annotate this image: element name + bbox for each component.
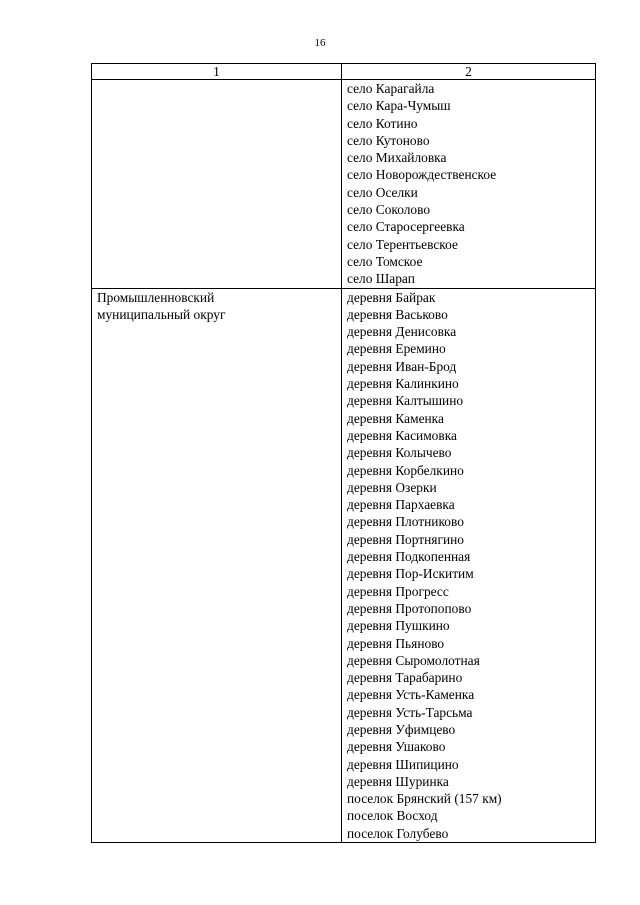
settlement-item: деревня Пьяново xyxy=(347,635,445,651)
settlement-item: деревня Касимовка xyxy=(347,427,457,443)
settlement-item: село Томское xyxy=(347,253,423,269)
column-header-2: 2 xyxy=(342,64,596,80)
settlement-item: село Шарап xyxy=(347,271,415,287)
settlement-item: поселок Брянский (157 км) xyxy=(347,791,502,807)
district-cell xyxy=(92,288,342,843)
settlement-item: село Терентьевское xyxy=(347,236,458,252)
settlement-item: деревня Тарабарино xyxy=(347,670,463,686)
settlement-item: деревня Калинкино xyxy=(347,376,459,392)
settlements-cell xyxy=(342,80,596,289)
table-row xyxy=(92,288,596,843)
table-header xyxy=(92,64,596,80)
settlement-item: деревня Иван-Брод xyxy=(347,358,457,374)
table-body xyxy=(92,80,596,843)
settlement-item: деревня Уфимцево xyxy=(347,721,456,737)
settlement-item: деревня Пор-Искитим xyxy=(347,566,474,582)
settlement-item: деревня Усть-Каменка xyxy=(347,687,475,703)
settlement-item: деревня Байрак xyxy=(347,289,436,305)
district-cell xyxy=(92,80,342,289)
settlement-item: деревня Подкопенная xyxy=(347,549,471,565)
settlement-item: деревня Корбелкино xyxy=(347,462,464,478)
settlement-item: деревня Калтышино xyxy=(347,393,464,409)
settlement-item: деревня Денисовка xyxy=(347,324,457,340)
district-name: Промышленновский муниципальный округ xyxy=(97,289,226,322)
settlement-item: деревня Еремино xyxy=(347,341,446,357)
settlement-item: деревня Пушкино xyxy=(347,618,450,634)
settlement-item: деревня Усть-Тарсьма xyxy=(347,704,473,720)
settlement-item: село Соколово xyxy=(347,202,431,218)
settlement-item: деревня Шипицино xyxy=(347,756,459,772)
settlement-item: поселок Восход xyxy=(347,808,438,824)
settlement-item: село Карагайла xyxy=(347,81,435,96)
column-header-1: 1 xyxy=(92,64,342,80)
settlement-item: село Кара-Чумыш xyxy=(347,98,451,114)
settlement-item: деревня Каменка xyxy=(347,410,444,426)
settlement-item: село Кутоново xyxy=(347,132,430,148)
settlement-item: деревня Ушаково xyxy=(347,739,446,755)
settlements-cell xyxy=(342,288,596,843)
table-row xyxy=(92,80,596,289)
settlement-item: деревня Протопопово xyxy=(347,600,472,616)
settlement-item: деревня Васьково xyxy=(347,306,448,322)
settlement-list xyxy=(347,289,591,843)
settlement-item: село Котино xyxy=(347,115,418,131)
settlement-list xyxy=(347,80,591,288)
header-row xyxy=(92,64,596,80)
settlement-item: село Новорождественское xyxy=(347,167,497,183)
settlement-item: деревня Шуринка xyxy=(347,773,449,789)
settlement-item: деревня Пархаевка xyxy=(347,497,455,513)
settlement-item: деревня Сыромолотная xyxy=(347,652,480,668)
settlement-item: деревня Плотниково xyxy=(347,514,464,530)
settlement-item: село Старосергеевка xyxy=(347,219,465,235)
settlement-item: деревня Озерки xyxy=(347,479,437,495)
settlement-item: поселок Голубево xyxy=(347,825,449,841)
settlement-item: село Оселки xyxy=(347,184,418,200)
page-number: 16 xyxy=(314,37,326,49)
settlement-item: деревня Прогресс xyxy=(347,583,449,599)
settlement-item: деревня Колычево xyxy=(347,445,452,461)
settlement-item: деревня Портнягино xyxy=(347,531,464,547)
settlements-table xyxy=(91,63,596,843)
settlement-item: село Михайловка xyxy=(347,150,447,166)
